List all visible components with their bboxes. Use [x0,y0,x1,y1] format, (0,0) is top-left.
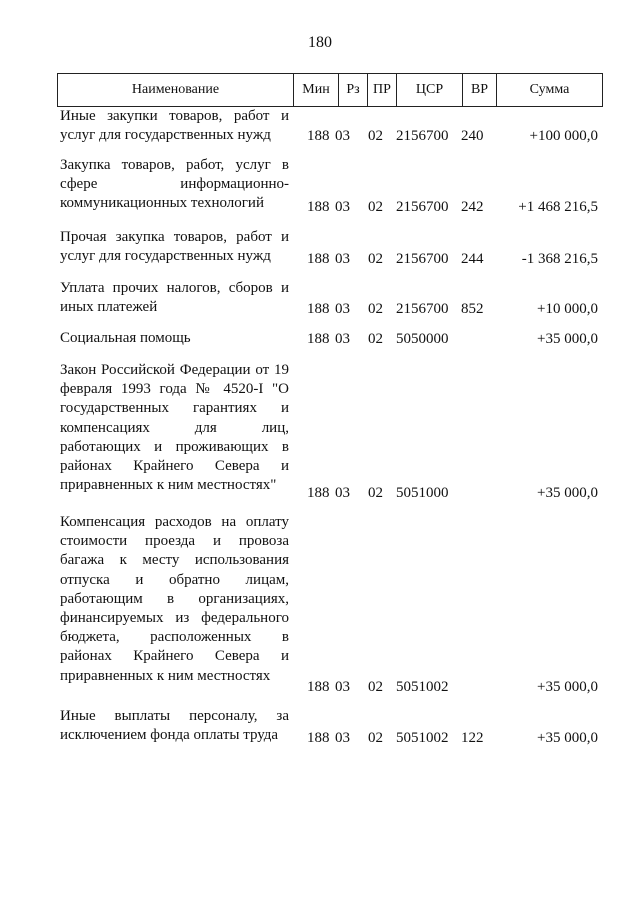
row-sum: +35 000,0 [537,330,598,347]
row-name: Закупка товаров, работ, услуг в сфере информационно-коммуникационных технологий [60,157,289,212]
row-csr: 5051002 [396,678,449,695]
row-sum: +35 000,0 [537,484,598,501]
row-pr: 02 [368,127,383,144]
row-pr: 02 [368,300,383,317]
header-name: Наименование [131,82,220,97]
row-sum: -1 368 216,5 [521,250,598,267]
row-name: Иные выплаты персоналу, за исключением фонда оплаты труда [60,708,289,744]
row-rz: 03 [335,330,350,347]
table-row [60,279,600,319]
row-min: 188 [307,300,330,317]
row-sum: +35 000,0 [537,729,598,746]
row-csr: 5051002 [396,729,449,746]
page-number: 180 [308,34,332,51]
row-name: Уплата прочих налогов, сборов и иных платежей [60,280,289,316]
row-csr: 2156700 [396,198,449,215]
table-row [60,228,600,269]
row-pr: 02 [368,330,383,347]
row-vr: 242 [461,198,484,215]
row-name: Прочая закупка товаров, работ и услуг для государственных нужд [60,229,289,265]
header-pr: ПР [367,74,396,106]
row-min: 188 [307,250,330,267]
row-min: 188 [307,127,330,144]
row-min: 188 [307,198,330,215]
row-csr: 2156700 [396,127,449,144]
header-vr: ВР [462,74,496,106]
row-pr: 02 [368,678,383,695]
table-header [57,73,603,107]
row-vr: 240 [461,127,484,144]
row-vr: 122 [461,729,484,746]
row-sum: +10 000,0 [537,300,598,317]
row-csr: 2156700 [396,250,449,267]
table-row [60,107,600,146]
row-sum: +100 000,0 [529,127,598,144]
row-rz: 03 [335,484,350,501]
row-csr: 2156700 [396,300,449,317]
header-min: Мин [293,74,338,106]
row-name: Иные закупки товаров, работ и услуг для государственных нужд [60,108,289,144]
row-rz: 03 [335,300,350,317]
row-pr: 02 [368,250,383,267]
table-row [60,707,600,748]
table-row [60,156,600,217]
row-min: 188 [307,678,330,695]
row-min: 188 [307,729,330,746]
header-sum: Сумма [496,74,602,106]
row-csr: 5051000 [396,484,449,501]
row-pr: 02 [368,198,383,215]
row-rz: 03 [335,127,350,144]
row-pr: 02 [368,729,383,746]
row-sum: +35 000,0 [537,678,598,695]
row-sum: +1 468 216,5 [518,198,598,215]
row-rz: 03 [335,250,350,267]
table-row [60,361,600,503]
header-csr: ЦСР [396,74,462,106]
row-name: Закон Российской Федерации от 19 февраля 1993 года № 4520-I "О государственных гарантиях и компенсациях для лиц, работающих и проживающих в районах Крайнего Севера и приравненных к ним местностях" [60,362,289,494]
row-rz: 03 [335,198,350,215]
header-rz: Рз [338,74,367,106]
table-row [60,329,600,349]
row-pr: 02 [368,484,383,501]
table-row [60,513,600,697]
row-name: Социальная помощь [60,330,191,346]
row-vr: 852 [461,300,484,317]
row-csr: 5050000 [396,330,449,347]
row-rz: 03 [335,729,350,746]
row-rz: 03 [335,678,350,695]
row-name: Компенсация расходов на оплату стоимости проезда и провоза багажа к месту использования отпуска и обратно лицам, работающим в организациях, финансируемых из федерального бюджета, расположенных в районах Крайнего Севера и приравненных к ним местностях [60,514,289,684]
row-vr: 244 [461,250,484,267]
row-min: 188 [307,330,330,347]
row-min: 188 [307,484,330,501]
